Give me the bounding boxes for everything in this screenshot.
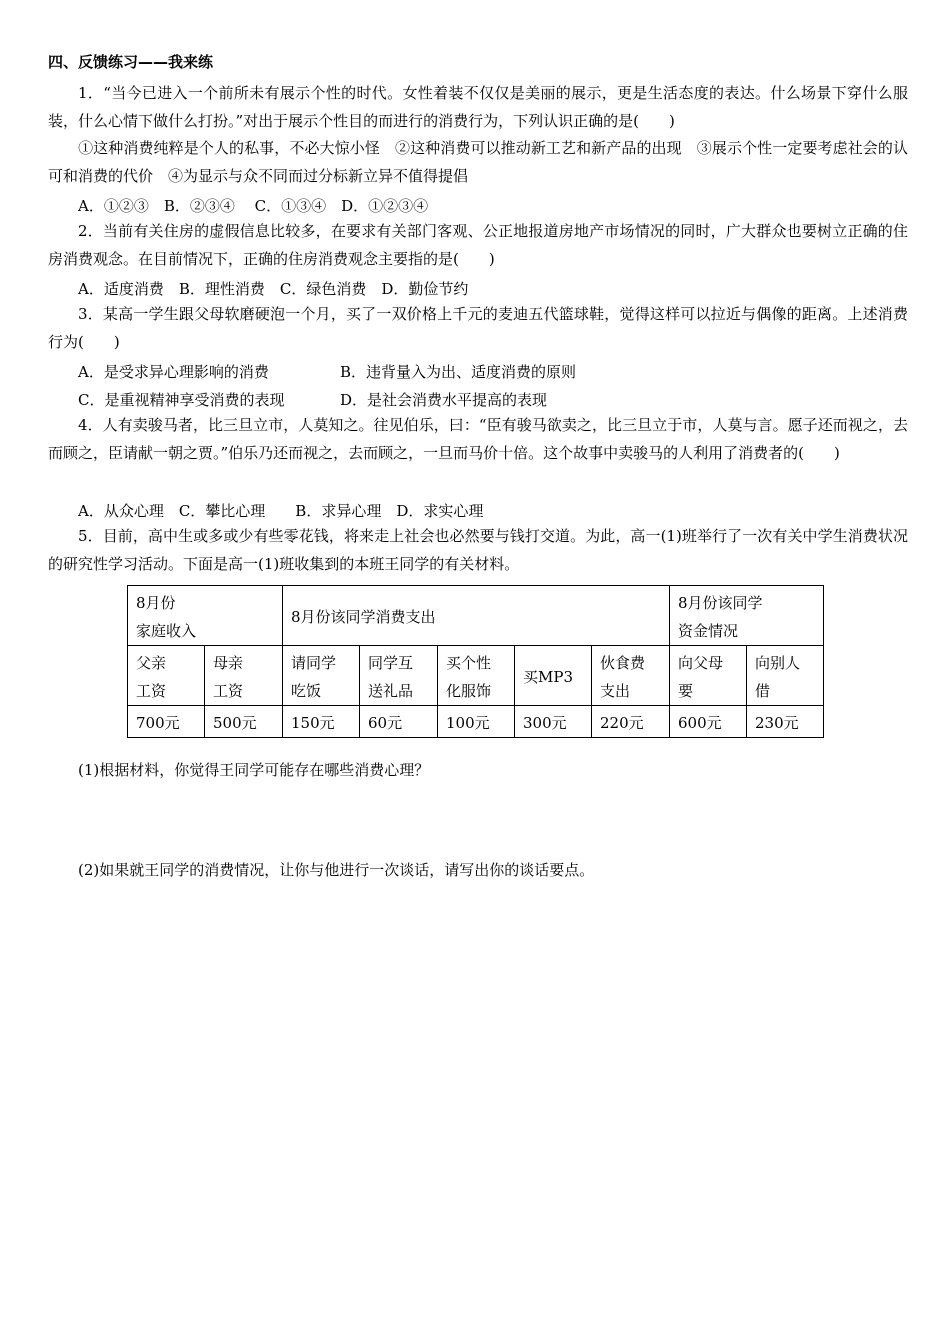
header-from-parents: 向父母 要 bbox=[670, 646, 747, 706]
header-father-salary: 父亲 工资 bbox=[128, 646, 205, 706]
value-treat-classmates: 150元 bbox=[283, 706, 360, 738]
group-spending-header: 8月份该同学消费支出 bbox=[283, 586, 670, 646]
header-food: 伙食费 支出 bbox=[592, 646, 670, 706]
value-mother-salary: 500元 bbox=[205, 706, 283, 738]
group-funds-header: 8月份该同学 资金情况 bbox=[670, 586, 824, 646]
header-fashion: 买个性 化服饰 bbox=[438, 646, 515, 706]
q4-stem: 4．人有卖骏马者，比三旦立市，人莫知之。往见伯乐，曰：“臣有骏马欲卖之，比三旦立于市，人莫与言。愿子还而视之，去而顾之，臣请献一朝之贾。”伯乐乃还而视之，去而顾之，一旦而马价十倍。这个故事中卖骏马的人利用了消费者的( ) bbox=[48, 416, 908, 462]
q3-stem: 3．某高一学生跟父母软磨硬泡一个月，买了一双价格上千元的麦迪五代篮球鞋，觉得这样可以拉近与偶像的距离。上述消费行为( ) bbox=[48, 305, 908, 351]
header-gifts: 同学互 送礼品 bbox=[360, 646, 438, 706]
q5-subquestion-1: (1)根据材料，你觉得王同学可能存在哪些消费心理？ bbox=[78, 761, 430, 779]
q2-stem: 2．当前有关住房的虚假信息比较多，在要求有关部门客观、公正地报道房地产市场情况的同时，广大群众也要树立正确的住房消费观念。在目前情况下，正确的住房消费观念主要指的是( ) bbox=[48, 222, 908, 268]
q5-subquestion-2: (2)如果就王同学的消费情况，让你与他进行一次谈话，请写出你的谈话要点。 bbox=[78, 861, 595, 879]
value-fashion: 100元 bbox=[438, 706, 515, 738]
q3-option-a: A．是受求异心理影响的消费 bbox=[78, 363, 269, 381]
header-treat-classmates: 请同学 吃饭 bbox=[283, 646, 360, 706]
q1-stem: 1．“当今已进入一个前所未有展示个性的时代。女性着装不仅仅是美丽的展示，更是生活态度的表达。什么场景下穿什么服装，什么心情下做什么打扮。”对出于展示个性目的而进行的消费行为，下列认识正确的是( ) bbox=[48, 84, 908, 130]
q2-options: A．适度消费 B．理性消费 C．绿色消费 D．勤俭节约 bbox=[78, 280, 469, 298]
q1-statements: ①这种消费纯粹是个人的私事，不必大惊小怪 ②这种消费可以推动新工艺和新产品的出现 ③展示个性一定要考虑社会的认可和消费的代价 ④为显示与众不同而过分标新立异不值得提倡 bbox=[48, 139, 908, 185]
q3-option-c: C．是重视精神享受消费的表现 bbox=[78, 391, 285, 409]
section-title: 四、反馈练习——我来练 bbox=[48, 53, 214, 71]
q5-stem: 5．目前，高中生或多或少有些零花钱，将来走上社会也必然要与钱打交道。为此，高一(1)班举行了一次有关中学生消费状况的研究性学习活动。下面是高一(1)班收集到的本班王同学的有关材料。 bbox=[48, 527, 908, 573]
value-father-salary: 700元 bbox=[128, 706, 205, 738]
header-mother-salary: 母亲 工资 bbox=[205, 646, 283, 706]
value-mp3: 300元 bbox=[515, 706, 592, 738]
value-gifts: 60元 bbox=[360, 706, 438, 738]
q3-option-b: B．违背量入为出、适度消费的原则 bbox=[340, 363, 577, 381]
group-income-header: 8月份 家庭收入 bbox=[128, 586, 283, 646]
value-borrowed: 230元 bbox=[747, 706, 824, 738]
q3-option-d: D．是社会消费水平提高的表现 bbox=[340, 391, 548, 409]
consumption-table bbox=[127, 585, 824, 738]
header-mp3: 买MP3 bbox=[515, 646, 592, 706]
q4-options: A．从众心理 C．攀比心理 B．求异心理 D．求实心理 bbox=[78, 502, 484, 520]
q1-options: A．①②③ B．②③④ C．①③④ D．①②③④ bbox=[78, 197, 429, 215]
value-from-parents: 600元 bbox=[670, 706, 747, 738]
value-food: 220元 bbox=[592, 706, 670, 738]
header-borrowed: 向别人 借 bbox=[747, 646, 824, 706]
